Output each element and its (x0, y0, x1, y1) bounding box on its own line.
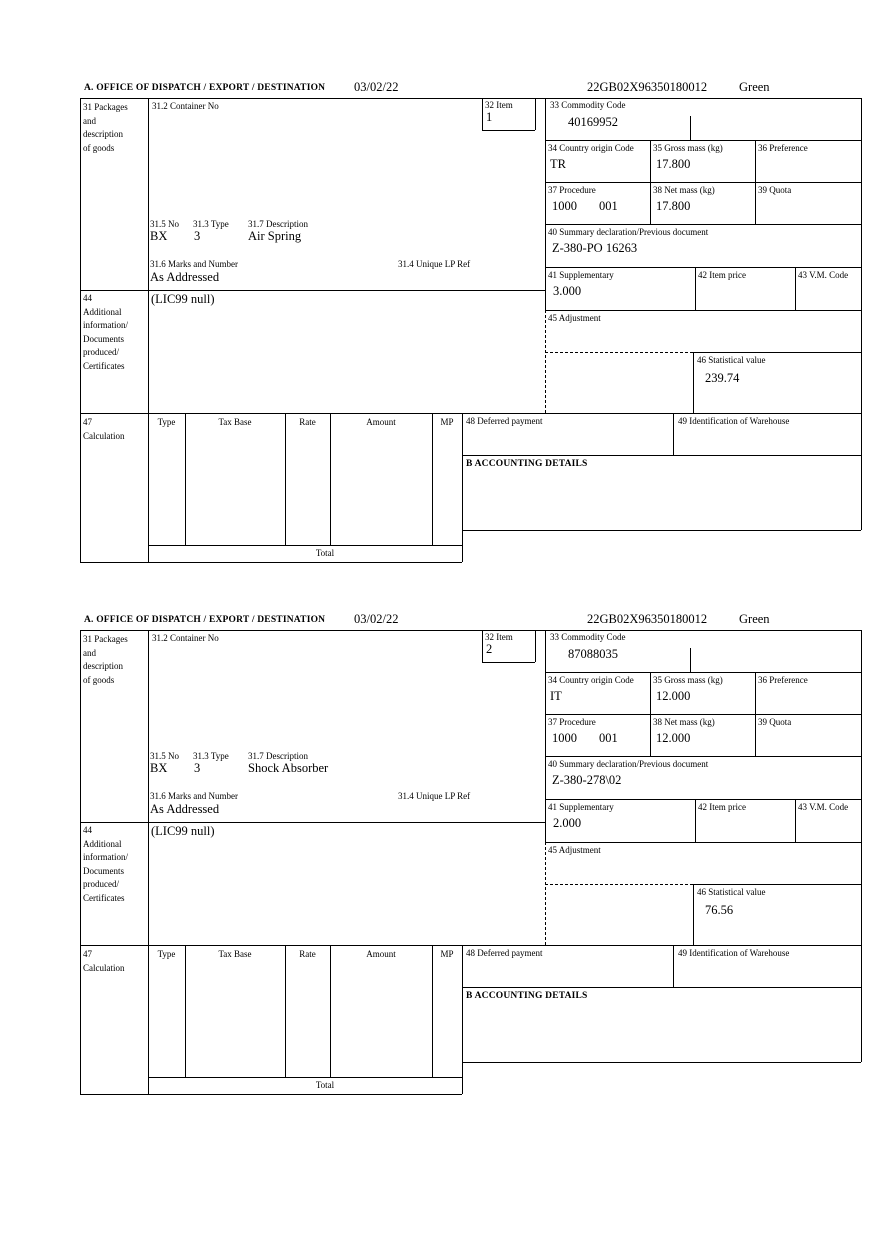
box44-label-line: Documents (83, 865, 124, 876)
accounting-details-label: B ACCOUNTING DETAILS (466, 991, 588, 1001)
box31-4-unique-lp-ref-label: 31.4 Unique LP Ref (398, 259, 471, 269)
grid-line (693, 352, 861, 353)
grid-line (148, 1077, 462, 1078)
routing-channel: Green (739, 80, 770, 94)
box44-label-line: information/ (83, 852, 128, 862)
package-type-value: 3 (194, 761, 201, 775)
declaration-reference: 22GB02X96350180012 (587, 612, 708, 626)
item-number-value: 1 (486, 110, 493, 124)
box38-net-mass-label: 38 Net mass (kg) (653, 717, 715, 727)
box44-label-line: Additional (83, 838, 122, 849)
statistical-value: 239.74 (705, 371, 740, 385)
box31-6-marks-label: 31.6 Marks and Number (150, 259, 238, 269)
box37-procedure-label: 37 Procedure (548, 717, 596, 727)
box35-gross-mass-label: 35 Gross mass (kg) (653, 143, 723, 153)
box35-gross-mass-label: 35 Gross mass (kg) (653, 675, 723, 685)
box41-supplementary-label: 41 Supplementary (548, 270, 614, 280)
marks-numbers-value: As Addressed (150, 802, 220, 816)
box31-5-no-label: 31.5 No (150, 219, 179, 229)
box44-label-line: Additional (83, 306, 122, 317)
box43-vm-code-label: 43 V.M. Code (798, 802, 849, 812)
accounting-details-label: B ACCOUNTING DETAILS (466, 459, 588, 469)
box36-preference-label: 36 Preference (758, 143, 808, 153)
grid-line (695, 267, 696, 310)
grid-line (545, 799, 861, 800)
commodity-code-value: 87088035 (568, 647, 618, 661)
routing-channel: Green (739, 612, 770, 626)
grid-line (285, 945, 286, 1077)
grid-line (755, 140, 756, 224)
grid-line (462, 455, 861, 456)
box40-summary-declaration-label: 40 Summary declaration/Previous document (548, 759, 709, 769)
box31-3-type-label: 31.3 Type (193, 219, 229, 229)
grid-line (330, 413, 331, 545)
grid-line (462, 987, 861, 988)
grid-line (80, 413, 861, 414)
grid-line (482, 98, 483, 130)
box31-4-unique-lp-ref-label: 31.4 Unique LP Ref (398, 791, 471, 801)
box31-label-line: 31 Packages (83, 634, 128, 644)
grid-line (545, 756, 861, 757)
box31-label-line: 31 Packages (83, 102, 128, 112)
grid-line (545, 267, 861, 268)
box31-2-container-label: 31.2 Container No (152, 101, 219, 111)
procedure-extra-value: 001 (599, 731, 618, 745)
item-block-1 (80, 80, 862, 562)
office-of-dispatch-label: A. OFFICE OF DISPATCH / EXPORT / DESTINATION (84, 83, 326, 93)
grid-line (80, 1094, 462, 1095)
grid-line (432, 413, 433, 545)
box31-7-description-label: 31.7 Description (248, 751, 308, 761)
package-no-value: BX (150, 761, 168, 775)
grid-line (545, 182, 861, 183)
grid-line (462, 945, 463, 1094)
declaration-date: 03/02/22 (354, 80, 399, 94)
grid-line (148, 630, 149, 1094)
box36-preference-label: 36 Preference (758, 675, 808, 685)
grid-line (462, 413, 463, 562)
grid-line (650, 140, 651, 224)
box41-supplementary-label: 41 Supplementary (548, 802, 614, 812)
box48-deferred-payment-label: 48 Deferred payment (466, 416, 543, 426)
grid-line (545, 224, 861, 225)
package-no-value: BX (150, 229, 168, 243)
grid-line (545, 310, 861, 311)
calc-col-mp-label: MP (440, 417, 454, 427)
grid-line (462, 530, 861, 531)
calc-total-label: Total (315, 548, 335, 558)
box31-3-type-label: 31.3 Type (193, 751, 229, 761)
calc-col-type-label: Type (157, 949, 176, 959)
calc-total-label: Total (315, 1080, 335, 1090)
declaration-date: 03/02/22 (354, 612, 399, 626)
grid-line (148, 98, 149, 562)
box34-country-origin-label: 34 Country origin Code (548, 143, 634, 153)
box44-label-line: information/ (83, 320, 128, 330)
box47-label-line: 47 (83, 417, 92, 427)
box44-label-line: 44 (83, 825, 92, 835)
summary-declaration-value: Z-380-278\02 (552, 773, 622, 787)
box40-summary-declaration-label: 40 Summary declaration/Previous document (548, 227, 709, 237)
grid-line (795, 267, 796, 310)
box31-5-no-label: 31.5 No (150, 751, 179, 761)
box31-label-line: of goods (83, 674, 115, 685)
statistical-value: 76.56 (705, 903, 734, 917)
grid-line (80, 98, 861, 99)
box39-quota-label: 39 Quota (758, 185, 792, 195)
declaration-reference: 22GB02X96350180012 (587, 80, 708, 94)
box42-item-price-label: 42 Item price (698, 270, 746, 280)
box31-label-line: and (83, 647, 96, 658)
marks-numbers-value: As Addressed (150, 270, 220, 284)
box46-statistical-value-label: 46 Statistical value (697, 887, 766, 897)
procedure-value: 1000 (552, 199, 577, 213)
grid-line (80, 822, 545, 823)
calc-col-amount-label: Amount (366, 417, 396, 427)
gross-mass-value: 17.800 (656, 157, 691, 171)
box44-additional-info-label (83, 292, 146, 373)
grid-line (690, 648, 691, 672)
grid-line (80, 98, 81, 562)
grid-line (650, 672, 651, 756)
grid-line (80, 945, 861, 946)
box39-quota-label: 39 Quota (758, 717, 792, 727)
procedure-extra-value: 001 (599, 199, 618, 213)
grid-line (795, 799, 796, 842)
grid-line (482, 662, 535, 663)
additional-info-value: (LIC99 null) (151, 824, 215, 838)
grid-line-dashed (545, 884, 693, 885)
grid-line (80, 290, 545, 291)
box31-2-container-label: 31.2 Container No (152, 633, 219, 643)
net-mass-value: 17.800 (656, 199, 691, 213)
country-origin-value: IT (550, 689, 562, 703)
grid-line (185, 413, 186, 545)
box31-label-line: description (83, 129, 123, 139)
grid-line (545, 98, 546, 310)
calc-col-amount-label: Amount (366, 949, 396, 959)
box31-6-marks-label: 31.6 Marks and Number (150, 791, 238, 801)
box33-commodity-code-label: 33 Commodity Code (550, 100, 626, 110)
box44-additional-info-label (83, 824, 146, 905)
commodity-code-value: 40169952 (568, 115, 618, 129)
grid-line (80, 630, 861, 631)
grid-line (545, 140, 861, 141)
grid-line (285, 413, 286, 545)
goods-description-value: Air Spring (248, 229, 302, 243)
grid-line (673, 945, 674, 987)
box49-warehouse-label: 49 Identification of Warehouse (678, 416, 790, 426)
grid-line (535, 630, 536, 662)
box34-country-origin-label: 34 Country origin Code (548, 675, 634, 685)
grid-line (482, 130, 535, 131)
grid-line (673, 413, 674, 455)
calc-col-rate-label: Rate (299, 417, 316, 427)
box45-adjustment-label: 45 Adjustment (548, 845, 601, 855)
grid-line (148, 545, 462, 546)
procedure-value: 1000 (552, 731, 577, 745)
grid-line-dashed (545, 310, 546, 413)
calc-col-tax-base-label: Tax Base (218, 417, 252, 427)
supplementary-units-value: 3.000 (553, 284, 582, 298)
grid-line (693, 884, 861, 885)
grid-line (535, 98, 536, 130)
item-number-value: 2 (486, 642, 493, 656)
grid-line (80, 630, 81, 1094)
box32-item-label: 32 Item (485, 100, 513, 110)
box31-label-line: of goods (83, 142, 115, 153)
grid-line (545, 630, 546, 842)
grid-line-dashed (545, 352, 693, 353)
grid-line (185, 945, 186, 1077)
box47-label-line: 47 (83, 949, 92, 959)
gross-mass-value: 12.000 (656, 689, 691, 703)
box48-deferred-payment-label: 48 Deferred payment (466, 948, 543, 958)
office-of-dispatch-label: A. OFFICE OF DISPATCH / EXPORT / DESTINATION (84, 615, 326, 625)
box44-label-line: Certificates (83, 360, 125, 371)
box47-label-line: Calculation (83, 962, 125, 973)
box43-vm-code-label: 43 V.M. Code (798, 270, 849, 280)
calc-col-tax-base-label: Tax Base (218, 949, 252, 959)
grid-line (545, 842, 861, 843)
grid-line (861, 98, 862, 530)
grid-line (690, 116, 691, 140)
box33-commodity-code-label: 33 Commodity Code (550, 632, 626, 642)
box45-adjustment-label: 45 Adjustment (548, 313, 601, 323)
goods-description-value: Shock Absorber (248, 761, 329, 775)
calc-col-mp-label: MP (440, 949, 454, 959)
supplementary-units-value: 2.000 (553, 816, 582, 830)
grid-line (695, 799, 696, 842)
box47-calculation-label (83, 948, 146, 975)
grid-line (693, 884, 694, 945)
item-block-2 (80, 612, 862, 1094)
calc-col-rate-label: Rate (299, 949, 316, 959)
additional-info-value: (LIC99 null) (151, 292, 215, 306)
box44-label-line: Documents (83, 333, 124, 344)
grid-line (432, 945, 433, 1077)
box44-label-line: 44 (83, 293, 92, 303)
grid-line (861, 630, 862, 1062)
grid-line (482, 630, 483, 662)
grid-line (330, 945, 331, 1077)
grid-line (80, 562, 462, 563)
box44-label-line: Certificates (83, 892, 125, 903)
box31-label-line: and (83, 115, 96, 126)
box31-packages-label (83, 633, 146, 687)
box47-label-line: Calculation (83, 430, 125, 441)
grid-line-dashed (545, 842, 546, 945)
box44-label-line: produced/ (83, 879, 119, 889)
grid-line (462, 1062, 861, 1063)
box46-statistical-value-label: 46 Statistical value (697, 355, 766, 365)
net-mass-value: 12.000 (656, 731, 691, 745)
calc-col-type-label: Type (157, 417, 176, 427)
grid-line (693, 352, 694, 413)
grid-line (545, 714, 861, 715)
package-type-value: 3 (194, 229, 201, 243)
grid-line (545, 672, 861, 673)
box42-item-price-label: 42 Item price (698, 802, 746, 812)
box31-label-line: description (83, 661, 123, 671)
box32-item-label: 32 Item (485, 632, 513, 642)
box37-procedure-label: 37 Procedure (548, 185, 596, 195)
box31-packages-label (83, 101, 146, 155)
summary-declaration-value: Z-380-PO 16263 (552, 241, 638, 255)
box47-calculation-label (83, 416, 146, 443)
grid-line (755, 672, 756, 756)
box49-warehouse-label: 49 Identification of Warehouse (678, 948, 790, 958)
country-origin-value: TR (550, 157, 566, 171)
box31-7-description-label: 31.7 Description (248, 219, 308, 229)
box44-label-line: produced/ (83, 347, 119, 357)
box38-net-mass-label: 38 Net mass (kg) (653, 185, 715, 195)
